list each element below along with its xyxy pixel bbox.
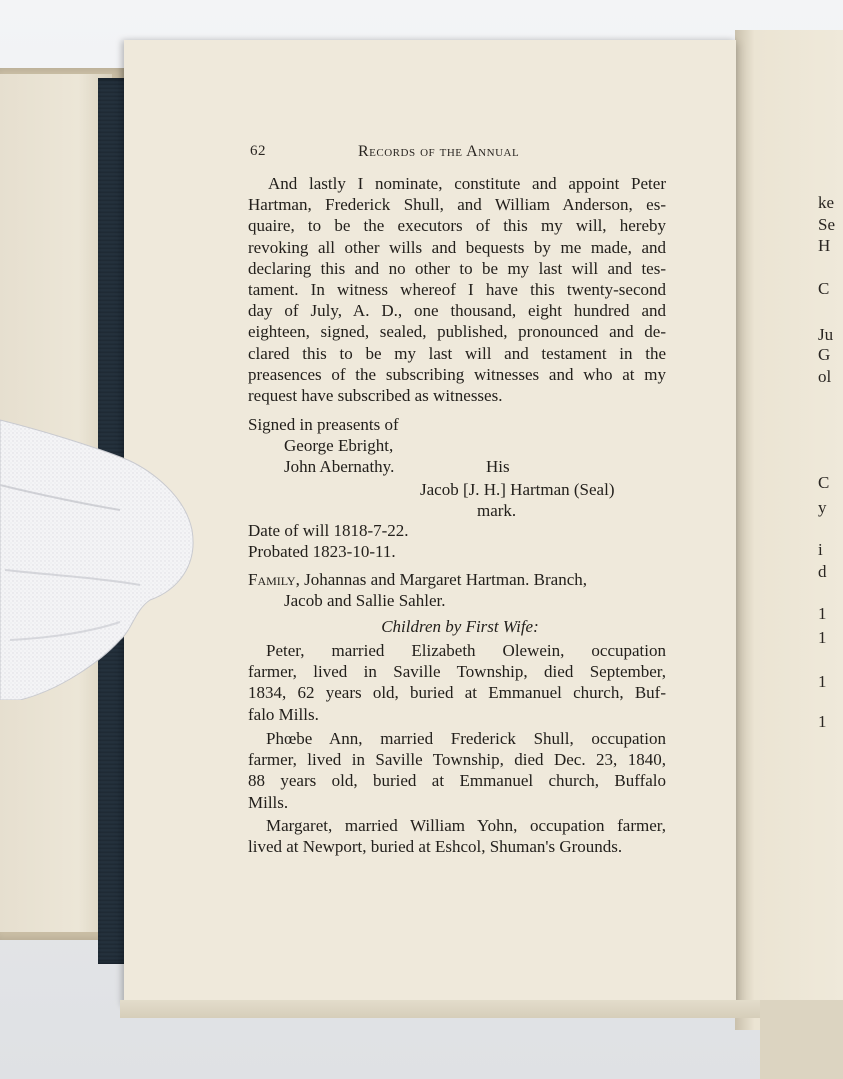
next-page-fragment: Se <box>818 215 835 234</box>
family-line <box>248 569 666 590</box>
signature-name: Jacob [J. H.] Hartman (Seal) <box>420 480 615 499</box>
text-line: Phœbe Ann, married Frederick Shull, occupation <box>266 729 666 748</box>
page-number: 62 <box>250 143 266 159</box>
family-parents: Johannas and Margaret Hartman. Branch, <box>299 570 588 589</box>
text-line: And lastly I nominate, constitute and appoint Peter <box>268 174 666 193</box>
text-line: Mills. <box>248 792 289 812</box>
text-line: revoking all other wills and bequests by me made, and <box>248 237 666 257</box>
text-line: quaire, to be the executors of this my will, hereby <box>248 216 666 236</box>
text-line: farmer, lived in Saville Township, died Dec. 23, 1840, <box>248 750 666 770</box>
next-page-fragment: C <box>818 473 830 492</box>
signature-mark: mark. <box>477 501 517 520</box>
text-line: farmer, lived in Saville Township, died September, <box>248 662 666 682</box>
white-glove <box>0 400 200 700</box>
text-line: clared this to be my last will and testament in the <box>248 343 666 363</box>
next-page-fragment: C <box>818 279 830 298</box>
will-paragraph <box>248 173 666 406</box>
running-title: Records of the Annual <box>358 143 520 160</box>
next-page-fragment: H <box>818 236 831 255</box>
signature-block <box>248 414 666 478</box>
text-line: declaring this and no other to be my last will and tes- <box>248 258 666 278</box>
right-page-edge <box>735 30 843 1030</box>
will-date: Date of will 1818-7-22. <box>248 521 409 540</box>
text-line: Hartman, Frederick Shull, and William Anderson, es- <box>248 195 666 215</box>
children-heading: Children by First Wife: <box>381 617 539 636</box>
probated-date: Probated 1823-10-11. <box>248 542 396 562</box>
witness-name: George Ebright, <box>284 436 394 456</box>
text-line: eighteen, signed, sealed, published, pronounced and de- <box>248 322 666 342</box>
signed-intro: Signed in preasents of <box>248 415 399 434</box>
child-entry <box>248 815 666 857</box>
text-line: falo Mills. <box>248 704 319 724</box>
text-line: day of July, A. D., one thousand, eight hundred and <box>248 301 666 321</box>
child-entry <box>248 728 666 813</box>
text-line: 1834, 62 years old, buried at Emmanuel church, Buf- <box>248 683 666 703</box>
text-line: tament. In witness whereof I have this twenty-second <box>248 280 666 300</box>
text-line: 88 years old, buried at Emmanuel church, Buffalo <box>248 771 666 791</box>
text-line: Margaret, married William Yohn, occupation farmer, <box>266 816 666 835</box>
family-branch: Jacob and Sallie Sahler. <box>284 591 446 611</box>
text-line: Peter, married Elizabeth Olewein, occupation <box>266 641 666 660</box>
next-page-fragment: y <box>818 498 827 517</box>
child-entry <box>248 640 666 725</box>
page-stack-bottom <box>120 1000 760 1018</box>
next-page-fragment: i <box>818 540 823 559</box>
next-page-fragment: d <box>818 562 827 581</box>
next-page-fragment: 1 <box>818 604 827 623</box>
right-page-bottom <box>760 1000 843 1079</box>
witness-name: John Abernathy. <box>284 457 395 477</box>
next-page-fragment: 1 <box>818 672 827 691</box>
next-page-fragment: ke <box>818 193 835 212</box>
next-page-fragment: 1 <box>818 628 827 647</box>
signature-his: His <box>486 457 510 476</box>
dates-block <box>248 520 666 562</box>
family-label: Family, <box>248 570 300 589</box>
next-page-fragment: 1 <box>818 712 827 731</box>
text-line: request have subscribed as witnesses. <box>248 386 503 406</box>
next-page-fragment: Ju <box>818 325 834 344</box>
next-page-fragment: G <box>818 345 831 364</box>
text-line: preasences of the subscribing witnesses and who at my <box>248 364 666 384</box>
next-page-fragment: ol <box>818 367 832 386</box>
family-block <box>248 569 666 611</box>
text-line: lived at Newport, buried at Eshcol, Shuman's Grounds. <box>248 837 623 857</box>
